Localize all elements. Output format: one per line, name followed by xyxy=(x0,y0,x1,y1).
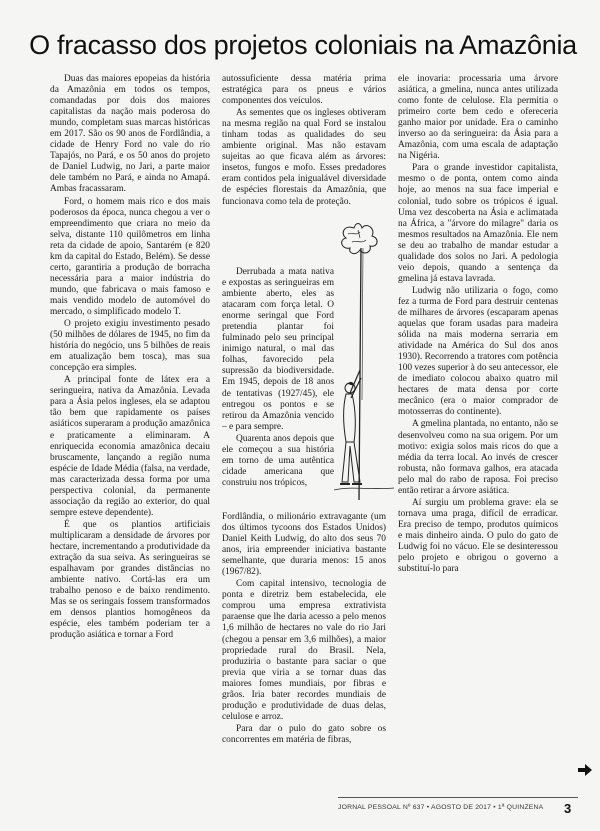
paragraph: É que os plantios artificiais multiplicaram a densidade de árvores por hectare, incrementando a produtividade da extração da sua seiva. As seringueiras se espalhavam por grandes distâncias no ambiente nativo. Cortá-las era um trabalho penoso e de baixo rendimento. Mas se os seringais fossem transformados em densos plantios homogêneos da espécie, eles também poderiam ter a produção asiática e tornar a Ford xyxy=(50,519,210,641)
arrow-right-icon xyxy=(578,764,592,776)
paragraph: ele inovaria: processaria uma árvore asiática, a gmelina, nunca antes utilizada como fonte de celulose. Ela permitia o primeiro corte bem cedo e ofereceria ganho maior por unidade. Era o caminho inverso ao da seringueira: da Ásia para a Amazônia, com uma escala de adaptação na Nigéria. xyxy=(398,74,558,162)
footer-publication: JORNAL PESSOAL Nº 637 • AGOSTO DE 2017 • 1ª QUINZENA xyxy=(338,804,544,811)
paragraph: A gmelina plantada, no entanto, não se desenvolveu como na sua origem. Por um motivo: exigia solos mais ricos do que a média da terra local. Ao invés de crescer robusta, não formava galhos, era atacada pelo mal do rabo de raposa. Foi preciso então retirar a árvore asiática. xyxy=(398,419,558,496)
column-2-middle xyxy=(222,267,334,512)
paragraph: Com capital intensivo, tecnologia de ponta e diretriz bem estabelecida, ele comprou uma empresa extrativista paraense que lhe daria acesso a pelo menos 1,6 milhão de hectares no vale do rio Jari (chegou a pensar em 3,6 milhões), a maior propriedade rural do Brasil. Nela, produziria o bastante para saciar o que previa que viria a se tornar duas das maiores fomes mundiais, por fibras e grãos. Iria bater recordes mundiais de produção e produtividade de duas delas, celulose e arroz. xyxy=(222,579,386,722)
paragraph: As sementes que os ingleses obtiveram na mesma região na qual Ford se instalou tinham todas as qualidades do seu ambiente original. Mas não estavam sujeitas ao que ficava além as árvores: insetos, fungos e mofo. Esses predadores eram contidos pela inigualável diversidade de espécies florestais da Amazônia, que funcionava como tela de proteção. xyxy=(222,108,386,207)
column-3 xyxy=(398,74,558,774)
page-number: 3 xyxy=(564,801,572,816)
paragraph: A principal fonte de látex era a seringueira, nativa da Amazônia. Levada para a Ásia pelos ingleses, ela se adaptou tão bem que rapidamente os países asiáticos superaram a produção amazônica e praticamente a eliminaram. A enriquecida economia amazônica decaiu bruscamente, lançando a região numa espécie de Idade Média (falsa, na verdade, mas caracterizada dessa forma por uma perspectiva colonial, da permanente associação da região ao exterior, do qual sempre esteve dependente). xyxy=(50,375,210,518)
man-tapping-tree-icon xyxy=(334,220,394,510)
paragraph: Duas das maiores epopeias da história da Amazônia em todos os tempos, comandadas por dois dos maiores capitalistas da nação mais poderosa do mundo, completam suas marcas históricas em 2017. São os 90 anos de Fordlândia, a cidade de Henry Ford no vale do rio Tapajós, no Pará, e os 50 anos do projeto de Daniel Ludwig, no Jari, a parte maior dele também no Pará, e ainda no Amapá. Ambas fracassaram. xyxy=(50,74,210,195)
paragraph: O projeto exigiu investimento pesado (50 milhões de dólares de 1945, no fim da história do negócio, uns 5 bilhões de reais em atualização bem tosca), mas sua concepção era simples. xyxy=(50,319,210,374)
paragraph: Para o grande investidor capitalista, mesmo o de ponta, ontem como ainda hoje, ao menos na sua face imperial e colonial, tudo sobre os trópicos é igual. Uma vez descoberta na Ásia e aclimatada na África, a "árvore do milagre" daria os mesmos resultados na Amazônia. Ele nem se deu ao trabalho de mandar estudar a qualidade dos solos no Jari. A pedologia veio depois, quando a sentença da gmelina já estava lavrada. xyxy=(398,163,558,284)
column-2-bottom xyxy=(222,512,386,774)
paragraph: Para dar o pulo do gato sobre os concorrentes em matéria de fibras, xyxy=(222,723,386,745)
footer-rule xyxy=(338,797,578,798)
paragraph: Ludwig não utilizaria o fogo, como fez a turma de Ford para destruir centenas de milhares de árvores (escaparam apenas aquelas que foram usadas para madeira sólida na mais moderna serraria em atividade na América do Sul dos anos 1930). Recorrendo a tratores com potência 100 vezes superior à do seu antecessor, ele de imediato colocou abaixo quatro mil hectares de mata densa por corte mecânico (era o maior comprador de motosserras do continente). xyxy=(398,285,558,418)
paragraph: Derrubada a mata nativa e expostas as seringueiras em ambiente aberto, eles as atacaram com força letal. O enorme seringal que Ford pretendia plantar foi fulminado pelo seu principal inimigo natural, o mal das folhas, favorecido pela supressão da biodiversidade. Em 1945, depois de 18 anos de tentativas (1927/45), ele entregou os pontos e se retirou da Amazônia vencido – e para sempre. xyxy=(222,267,334,432)
paragraph: Quarenta anos depois que ele começou a sua história em torno de uma autêntica cidade americana que construiu nos trópicos, xyxy=(222,433,334,488)
paragraph: Fordlândia, o milionário extravagante (um dos últimos tycoons dos Estados Unidos) Daniel Keith Ludwig, do alto dos seus 70 anos, iria empreender iniciativa bastante semelhante, que duraria menos: 15 anos (1967/82). xyxy=(222,512,386,578)
paragraph: autossuficiente dessa matéria prima estratégica para os pneus e vários componentes dos veículos. xyxy=(222,74,386,107)
page-title: O fracasso dos projetos coloniais na Amazônia xyxy=(29,30,577,60)
paragraph: Aí surgiu um problema grave: ela se tornava uma praga, difícil de erradicar. Era preciso de tempo, produtos químicos e mais dinheiro ainda. O pulo do gato de Ludwig foi no vácuo. Ele se desinteressou pelo projeto e obrigou o governo a substituí-lo para xyxy=(398,497,558,575)
column-1 xyxy=(50,74,210,774)
paragraph: Ford, o homem mais rico e dos mais poderosos da época, nunca chegou a ver o empreendimento que criara no meio da selva, distante 110 quilômetros em linha reta da cidade de apoio, Santarém (e 820 km da capital do Estado, Belém). Se desse certo, garantiria a produção de borracha necessária para a maior indústria do mundo, que fabricava o mais famoso e mais vendido modelo de automóvel do mercado, o simplificado modelo T. xyxy=(50,196,210,317)
